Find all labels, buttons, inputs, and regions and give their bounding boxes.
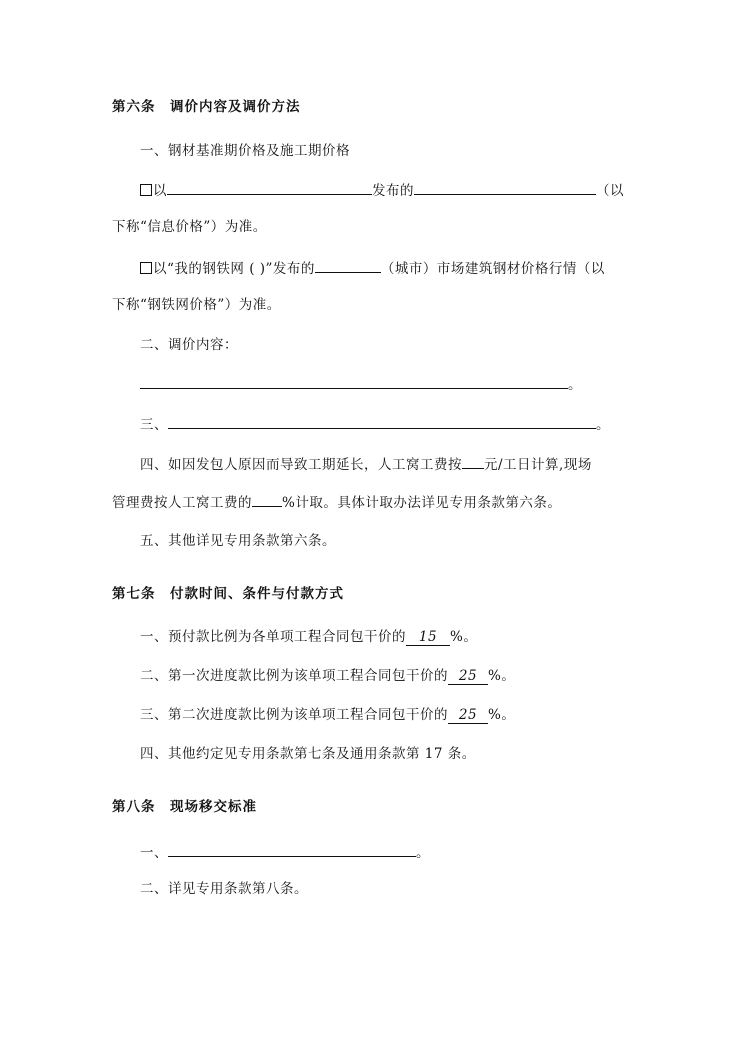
checkbox-icon[interactable] xyxy=(140,262,152,274)
percent-value[interactable]: 25 xyxy=(448,707,488,724)
art6-item-2: 二、调价内容： xyxy=(140,337,238,353)
art8-item-1: 一、 。 xyxy=(140,842,430,862)
percent-value[interactable]: 25 xyxy=(448,668,488,685)
blank-line[interactable] xyxy=(168,842,416,857)
article-7-title: 第七条 付款时间、条件与付款方式 xyxy=(112,586,344,602)
art6-item-4: 四、如因发包人原因而导致工期延长，人工窝工费按 元/工日计算,现场 xyxy=(140,454,592,474)
blank-line[interactable] xyxy=(167,180,372,195)
article-8-title: 第八条 现场移交标准 xyxy=(112,799,257,815)
art6-item-1: 一、钢材基准期价格及施工期价格 xyxy=(140,143,350,159)
checkbox-icon[interactable] xyxy=(140,184,152,196)
blank-line[interactable] xyxy=(168,414,596,429)
blank-line[interactable] xyxy=(414,180,596,195)
art7-item-4: 四、其他约定见专用条款第七条及通用条款第 17 条。 xyxy=(140,746,476,762)
art6-option-1-cont: 下称“信息价格”）为准。 xyxy=(112,219,267,235)
art7-item-3: 三、第二次进度款比例为该单项工程合同包干价的 25 %。 xyxy=(140,707,516,723)
article-6-title: 第六条 调价内容及调价方法 xyxy=(112,99,301,115)
blank-line[interactable] xyxy=(140,374,568,389)
art7-item-2: 二、第一次进度款比例为该单项工程合同包干价的 25 %。 xyxy=(140,668,516,684)
blank-line[interactable] xyxy=(462,454,484,469)
art8-item-2: 二、详见专用条款第八条。 xyxy=(140,881,308,897)
art6-item-2-fill: 。 xyxy=(140,374,582,394)
art6-item-4-cont: 管理费按人工窝工费的 %计取。具体计取办法详见专用条款第六条。 xyxy=(112,492,561,512)
blank-line[interactable] xyxy=(252,492,282,507)
art6-option-1: 以 发布的 （以 xyxy=(140,180,624,200)
blank-line[interactable] xyxy=(315,258,381,273)
art7-item-1: 一、预付款比例为各单项工程合同包干价的 15 %。 xyxy=(140,629,478,645)
art6-option-2-cont: 下称“钢铁网价格”）为准。 xyxy=(112,297,281,313)
art6-item-5: 五、其他详见专用条款第六条。 xyxy=(140,533,336,549)
art6-option-2: 以“我的钢铁网 ( )”发布的 （城市）市场建筑钢材价格行情（以 xyxy=(140,258,605,278)
art6-item-3: 三、 。 xyxy=(140,414,610,434)
percent-value[interactable]: 15 xyxy=(406,629,450,646)
